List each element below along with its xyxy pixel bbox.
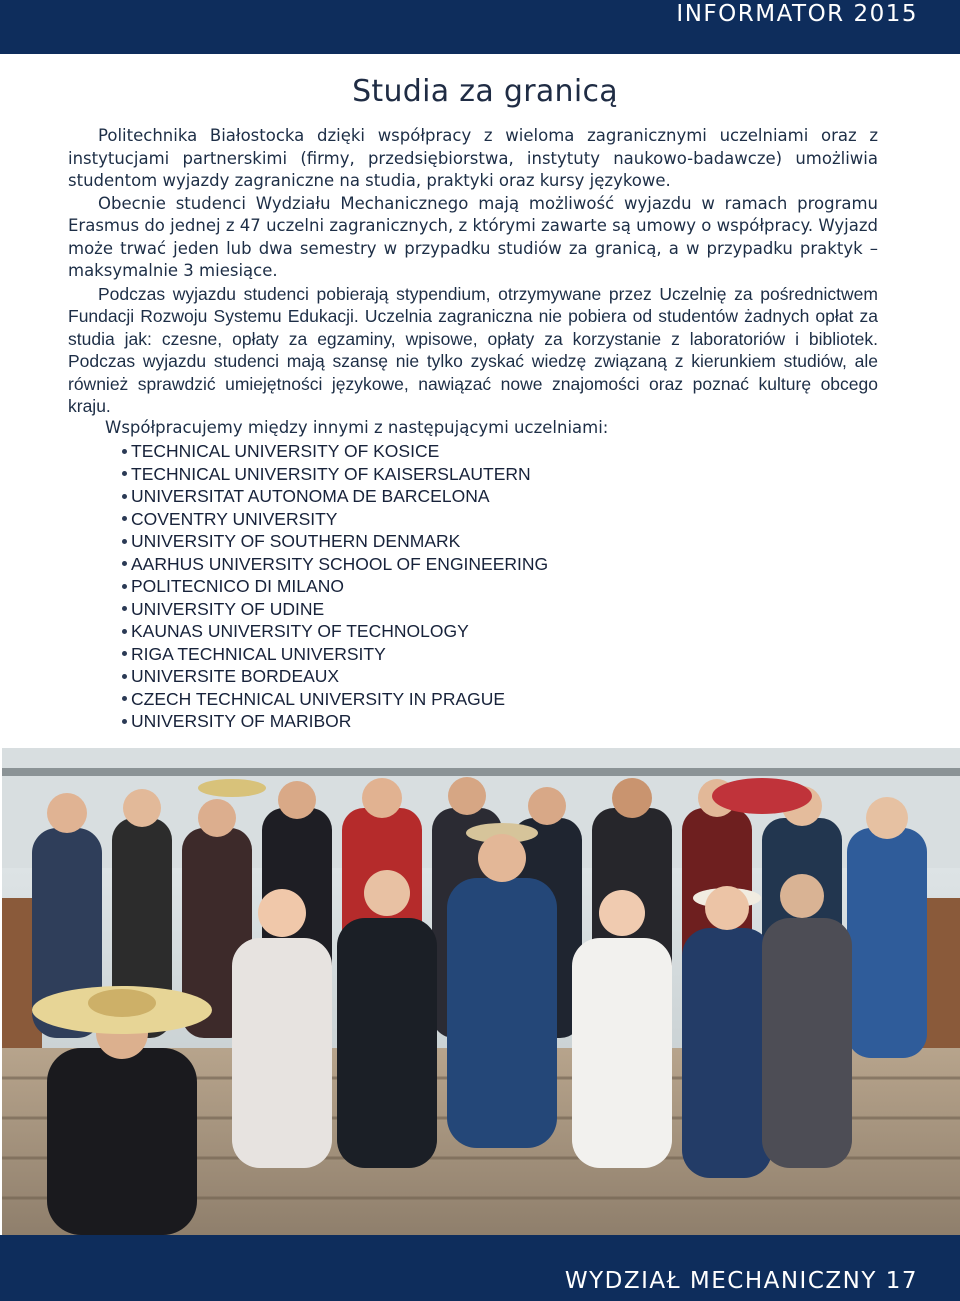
list-item — [122, 643, 548, 666]
bullet-icon — [122, 606, 127, 611]
bullet-icon — [122, 629, 127, 634]
bullet-icon — [122, 494, 127, 499]
bullet-icon — [122, 471, 127, 476]
list-item — [122, 553, 548, 576]
paragraph: Politechnika Białostocka dzięki współpracy z wieloma zagranicznymi uczelniami oraz z instytucjami partnerskimi (firmy, przedsiębiorstwa, instytuty naukowo-badawcze) umożliwia studentom wyjazdy zagraniczne na studia, praktyki oraz kursy językowe. — [68, 126, 878, 190]
article-body — [68, 125, 878, 418]
header-bar — [0, 0, 960, 54]
page-title: Studia za granicą — [352, 74, 618, 109]
university-name: UNIVERSITY OF MARIBOR — [131, 711, 352, 731]
bullet-icon — [122, 696, 127, 701]
list-item — [122, 665, 548, 688]
university-name: COVENTRY UNIVERSITY — [131, 508, 338, 529]
university-name: POLITECNICO DI MILANO — [131, 576, 344, 596]
list-item — [122, 575, 548, 598]
list-item — [122, 620, 548, 643]
university-name: UNIVERSITE BORDEAUX — [131, 666, 340, 686]
university-name: UNIVERSITAT AUTONOMA DE BARCELONA — [131, 486, 490, 506]
university-name: AARHUS UNIVERSITY SCHOOL OF ENGINEERING — [131, 553, 549, 574]
list-item — [122, 463, 548, 486]
list-item — [122, 710, 548, 733]
bullet-icon — [122, 584, 127, 589]
group-photo — [2, 748, 960, 1235]
bullet-icon — [122, 561, 127, 566]
bullet-icon — [122, 651, 127, 656]
university-name: UNIVERSITY OF UDINE — [131, 598, 325, 619]
bullet-icon — [122, 539, 127, 544]
footer-bar — [0, 1235, 960, 1301]
header-title: INFORMATOR 2015 — [676, 1, 918, 27]
bullet-icon — [122, 449, 127, 454]
university-list — [122, 440, 548, 733]
paragraph: Obecnie studenci Wydziału Mechanicznego mają możliwość wyjazdu w ramach programu Erasmus do jednej z 47 uczelni zagranicznych, z którymi zawarte są umowy o współpracy. Wyjazd może trwać jeden lub dwa semestry w przypadku studiów za granicą, a w przypadku praktyk – maksymalnie 3 miesiące. — [68, 193, 878, 280]
list-item — [122, 508, 548, 531]
list-item — [122, 688, 548, 711]
bullet-icon — [122, 516, 127, 521]
university-name: CZECH TECHNICAL UNIVERSITY IN PRAGUE — [131, 688, 506, 709]
footer-text: WYDZIAŁ MECHANICZNY 17 — [564, 1268, 918, 1294]
bullet-icon — [122, 719, 127, 724]
bullet-icon — [122, 674, 127, 679]
paragraph: Podczas wyjazdu studenci pobierają stypendium, otrzymywane przez Uczelnię za pośrednictwem Fundacji Rozwoju Systemu Edukacji. Uczelnia zagraniczna nie pobiera od studentów żadnych opłat za studia jak: czesne, opłaty za egzaminy, wpisowe, opłaty za korzystanie z laboratoriów i bibliotek. Podczas wyjazdu studenci mają szansę nie tylko zyskać wiedzę związaną z kierunkiem studiów, ale również sprawdzić umiejętności językowe, nawiązać nowe znajomości oraz poznać kulturę obcego kraju. — [68, 283, 878, 416]
university-name: RIGA TECHNICAL UNIVERSITY — [131, 643, 386, 664]
partners-intro: Współpracujemy między innymi z następującymi uczelniami: — [105, 418, 609, 437]
list-item — [122, 598, 548, 621]
university-name: KAUNAS UNIVERSITY OF TECHNOLOGY — [131, 621, 469, 641]
university-name: TECHNICAL UNIVERSITY OF KOSICE — [131, 441, 440, 461]
university-name: UNIVERSITY OF SOUTHERN DENMARK — [131, 531, 461, 551]
list-item — [122, 440, 548, 463]
university-name: TECHNICAL UNIVERSITY OF KAISERSLAUTERN — [131, 463, 531, 484]
list-item — [122, 530, 548, 553]
list-item — [122, 485, 548, 508]
